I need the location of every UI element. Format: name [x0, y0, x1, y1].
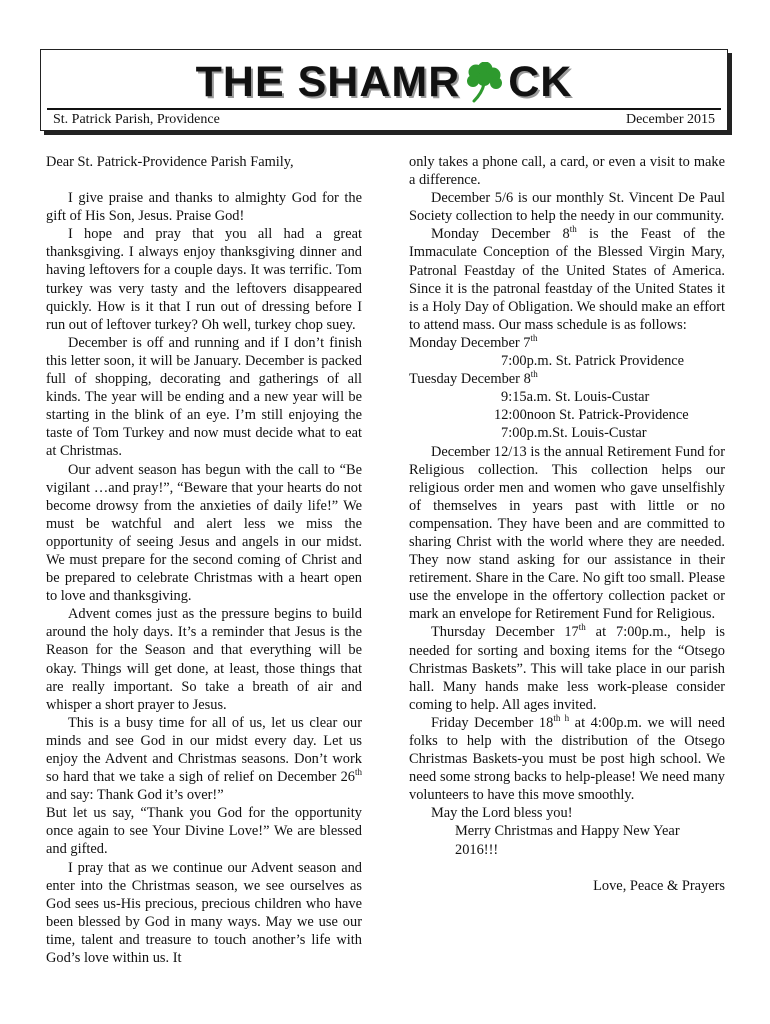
schedule-day-label: Monday December 7: [409, 334, 531, 351]
ordinal-suffix: th: [569, 224, 577, 235]
letter-paragraph: only takes a phone call, a card, or even a visit to make a difference.: [409, 154, 725, 189]
letter-salutation: Dear St. Patrick-Providence Parish Family,: [46, 154, 294, 170]
letter-blessing: May the Lord bless you!: [431, 805, 573, 822]
schedule-mass-time: 7:00p.m. St. Patrick Providence: [501, 353, 685, 370]
ordinal-suffix: th: [530, 333, 538, 344]
ordinal-suffix: th: [578, 622, 586, 633]
letter-paragraph: [409, 714, 725, 804]
letter-greeting: Merry Christmas and Happy New Year 2016!!!: [455, 823, 680, 858]
paragraph-text: and say: Thank God it’s over!”: [46, 787, 224, 804]
issue-date: December 2015: [625, 112, 715, 127]
schedule-day-label: Tuesday December 8: [409, 371, 531, 388]
letter-paragraph: I give praise and thanks to almighty God for the gift of His Son, Jesus. Praise God!: [46, 190, 362, 225]
letter-paragraph: [46, 714, 362, 804]
schedule-day: [409, 334, 725, 352]
parish-name: St. Patrick Parish, Providence: [53, 112, 220, 127]
ordinal-suffix: th: [354, 767, 362, 778]
letter-paragraph: December 5/6 is our monthly St. Vincent De Paul Society collection to help the needy in our community.: [409, 190, 725, 225]
ordinal-suffix: th h: [553, 713, 570, 724]
letter-paragraph: December is off and running and if I don’t finish this letter soon, it will be January. December is packed full of shopping, decorating and gatherings of all kinds. The year will be ending and a new year will be starting in the blink of an eye. I’m still enjoying the taste of Tom Turkey and now must decide what to eat at Christmas.: [46, 334, 362, 460]
schedule-day: [409, 370, 725, 388]
title-text-end: CK: [508, 58, 573, 106]
letter-paragraph: I hope and pray that you all had a great thanksgiving. I always enjoy thanksgiving dinner and having leftovers for a couple days. It was terrific. Tom turkey was very tasty and the leftovers disappeared quickly. How is it that I run out of dressing before I run out of leftover turkey? Oh well, turkey chop suey.: [46, 226, 362, 333]
letter-paragraph: [409, 623, 725, 713]
letter-paragraph: Advent comes just as the pressure begins to build around the holy days. It’s a reminder that Jesus is the Reason for the Season and that everything will be okay. Things will get done, at least, those things that are really important. So take a breath of air and whisper a short prayer to Jesus.: [46, 606, 362, 713]
letter-paragraph: December 12/13 is the annual Retirement Fund for Religious collection. This collection helps our religious order men and women who gave unselfishly of themselves in years past with little or no compensation. They have been and are committed to sharing Christ with the world where they are needed. They now stand asking for our assistance in their retirement. Share in the Care. No gift too small. Please use the envelope in the offertory collection packet or mark an envelope for Retirement Fund for Religious.: [409, 443, 725, 623]
letter-paragraph: Our advent season has begun with the call to “Be vigilant …and pray!”, “Beware that your hearts do not become drowsy from the anxieties of daily life!” We must be watchful and alert less we miss the opportunity of seeing Jesus and angels in our midst. We must prepare for the second coming of Christ and be prepared to celebrate Christmas with a heart open to love and thanksgiving.: [46, 461, 362, 605]
schedule-mass-time: 12:00noon St. Patrick-Providence: [494, 407, 689, 424]
paragraph-text: is the Feast of the Immaculate Conception of the Blessed Virgin Mary, Patronal Feastday of the United States of America. Since it is the patronal feastday of the United States it is a Holy Day of Obligation. We should make an effort to attend mass. Our mass schedule is as follows:: [409, 226, 725, 333]
letter-paragraph: I pray that as we continue our Advent season and enter into the Christmas season, we see ourselves as God sees us-His precious, precious children who have been blessed by God in many ways. May we use our time, talent and treasure to touch another’s life with God’s love within us. It: [46, 859, 362, 967]
letter-paragraph: [409, 225, 725, 334]
paragraph-text: Thursday December 17: [431, 624, 579, 641]
title-text-start: THE SHAMR: [195, 58, 461, 106]
schedule-mass-time: 9:15a.m. St. Louis-Custar: [501, 389, 650, 406]
letter-column-right: [409, 153, 725, 895]
newsletter-title: [41, 58, 727, 104]
schedule-mass-time: 7:00p.m.St. Louis-Custar: [501, 425, 647, 442]
letter-signoff: Love, Peace & Prayers: [593, 877, 725, 894]
paragraph-text: Monday December 8: [431, 226, 570, 243]
ordinal-suffix: th: [530, 369, 538, 380]
paragraph-text: Friday December 18: [431, 714, 554, 731]
masthead-divider: [47, 108, 721, 110]
shamrock-icon: [461, 62, 507, 104]
masthead: [40, 49, 728, 131]
paragraph-text: at 7:00p.m., help is needed for sorting and boxing items for the “Otsego Christmas Baskets”. This will take place in our parish hall. Many hands make less work-please consider coming to help. All ages invited.: [409, 624, 725, 713]
letter-column-left: [46, 153, 362, 967]
paragraph-text: This is a busy time for all of us, let us clear our minds and see God in our midst every day. Let us enjoy the Advent and Christmas seasons. Don’t work so hard that we take a sigh of relief on December 26: [46, 714, 362, 786]
paragraph-text: at 4:00p.m. we will need folks to help with the distribution of the Otsego Christmas Baskets-you must be post high school. We need some strong backs to help-please! We need many volunteers to have this move smoothly.: [409, 714, 726, 804]
letter-paragraph: But let us say, “Thank you God for the opportunity once again to see Your Divine Love!” We are blessed and gifted.: [46, 805, 362, 858]
